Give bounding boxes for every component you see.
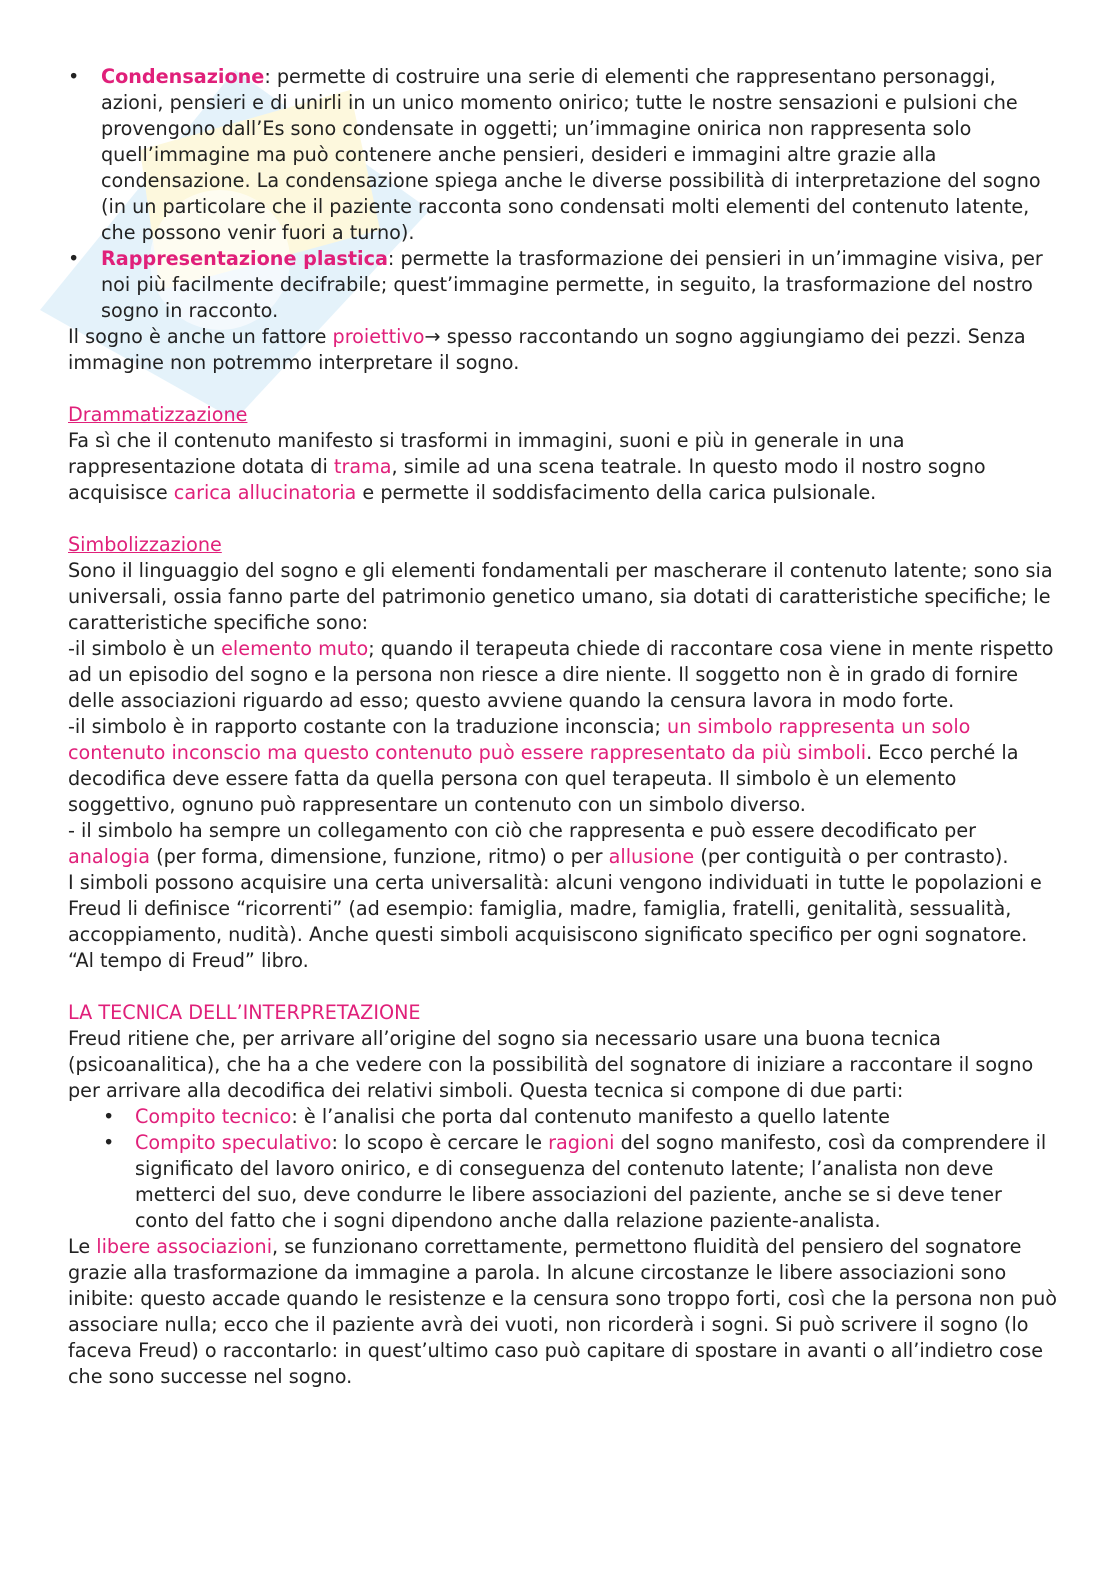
text-speculativo-2: del sogno manifesto, così da comprendere il significato del lavoro onirico, e di conseguenza del contenuto latente; l’analista non deve metterci del suo, deve condurre le libere associazioni del paziente, anche se si deve tener conto del fatto che i sogni dipendono anche dalla relazione paziente-analista. bbox=[135, 1131, 1047, 1232]
paragraph-simb-intro: Sono il linguaggio del sogno e gli elementi fondamentali per mascherare il contenuto latente; sono sia universali, ossia fanno parte del patrimonio genetico umano, sia dotati di caratteristiche specifiche; le caratteristiche specifiche sono: bbox=[68, 559, 1053, 634]
dramm-h2: carica allucinatoria bbox=[173, 481, 357, 504]
simb-p1-b: ; quando il terapeuta chiede di raccontare cosa viene in mente rispetto ad un episodio del sogno e la persona non riesce a dire niente. Il soggetto non è in grado di fornire delle associazioni riguardo ad esso; questo avviene quando la censura lavora in modo forte. bbox=[68, 637, 1054, 712]
tecnica-bullet-list bbox=[68, 1104, 1058, 1234]
heading-drammatizzazione: Drammatizzazione bbox=[68, 403, 248, 426]
proiettivo-highlight: proiettivo bbox=[332, 325, 425, 348]
list-item-condensazione bbox=[68, 64, 1058, 246]
proiettivo-post: → spesso raccontando un sogno aggiungiamo dei pezzi. Senza immagine non potremmo interpretare il sogno. bbox=[68, 325, 1026, 374]
text-speculativo-1: : lo scopo è cercare le bbox=[331, 1131, 549, 1154]
paragraph-tecnica-intro: Freud ritiene che, per arrivare all’origine del sogno sia necessario usare una buona tecnica (psicoanalitica), che ha a che vedere con la possibilità del sognatore di iniziare a raccontare il sogno per arrivare alla decodifica dei relativi simboli. Questa tecnica si compone di due parti: bbox=[68, 1027, 1034, 1102]
simb-p3-b: (per forma, dimensione, funzione, ritmo) o per bbox=[150, 845, 609, 868]
term-compito-tecnico: Compito tecnico bbox=[135, 1105, 292, 1128]
simb-p2-b: . Ecco perché la decodifica deve essere fatta da quella persona con quel terapeuta. Il simbolo è un elemento soggettivo, ognuno può rappresentare un contenuto con un simbolo diverso. bbox=[68, 741, 1019, 816]
simb-p3-h1: analogia bbox=[68, 845, 151, 868]
list-item-rappresentazione-plastica bbox=[68, 246, 1058, 324]
term-rappresentazione-plastica: Rappresentazione plastica bbox=[101, 247, 388, 270]
paragraph-simb-2 bbox=[68, 714, 1058, 818]
list-item-compito-tecnico bbox=[68, 1104, 1058, 1130]
text-condensazione: : permette di costruire una serie di elementi che rappresentano personaggi, azioni, pensieri e di unirli in un unico momento onirico; tutte le nostre sensazioni e pulsioni che provengono dall’Es sono condensate in oggetti; un’immagine onirica non rappresenta solo quell’immagine ma può contenere anche pensieri, desideri e immagini altre grazie alla condensazione. La condensazione spiega anche le diverse possibilità di interpretazione del sogno (in un particolare che il paziente racconta sono condensati molti elementi del contenuto latente, che possono venir fuori a turno). bbox=[101, 65, 1041, 244]
simb-p2-h: un simbolo rappresenta un solo contenuto inconscio ma questo contenuto può essere rappresentato da più simboli bbox=[68, 715, 971, 764]
simb-p1-a: -il simbolo è un bbox=[68, 637, 222, 660]
simb-p3-a: - il simbolo ha sempre un collegamento con ciò che rappresenta e può essere decodificato per bbox=[68, 819, 977, 842]
paragraph-drammatizzazione bbox=[68, 428, 1058, 506]
paragraph-simb-3 bbox=[68, 818, 1058, 870]
simb-p3-h2: allusione bbox=[608, 845, 695, 868]
term-ragioni: ragioni bbox=[548, 1131, 615, 1154]
dramm-h1: trama bbox=[333, 455, 392, 478]
simb-p3-c: (per contiguità o per contrasto). bbox=[694, 845, 1009, 868]
top-bullet-list bbox=[68, 64, 1058, 324]
term-libere-associazioni: libere associazioni bbox=[96, 1235, 273, 1258]
dramm-t2: , simile ad una scena teatrale. In questo modo il nostro sogno acquisisce bbox=[68, 455, 986, 504]
dramm-t3: e permette il soddisfacimento della carica pulsionale. bbox=[356, 481, 877, 504]
simb-p2-a: -il simbolo è in rapporto costante con la traduzione inconscia; bbox=[68, 715, 668, 738]
last-b: , se funzionano correttamente, permettono fluidità del pensiero del sognatore grazie alla trasformazione da immagine a parola. In alcune circostanze le libere associazioni sono inibite: questo accade quando le resistenze e la censura sono troppo forti, così che la persona non può associare nulla; ecco che il paziente avrà dei vuoti, non ricorderà i sogni. Si può scrivere il sogno (lo faceva Freud) o raccontarlo: in quest’ultimo caso può capitare di spostare in avanti o all’indietro cose che sono successe nel sogno. bbox=[68, 1235, 1057, 1388]
text-compito-tecnico: : è l’analisi che porta dal contenuto manifesto a quello latente bbox=[291, 1105, 890, 1128]
document-page bbox=[68, 64, 1058, 1390]
heading-simbolizzazione: Simbolizzazione bbox=[68, 533, 222, 556]
term-condensazione: Condensazione bbox=[101, 65, 265, 88]
text-rappresentazione-plastica: : permette la trasformazione dei pensieri in un’immagine visiva, per noi più facilmente decifrabile; quest’immagine permette, in seguito, la trasformazione del nostro sogno in racconto. bbox=[101, 247, 1043, 322]
term-compito-speculativo: Compito speculativo bbox=[135, 1131, 332, 1154]
paragraph-simb-4: I simboli possono acquisire una certa universalità: alcuni vengono individuati in tutte le popolazioni e Freud li definisce “ricorrenti” (ad esempio: famiglia, madre, famiglia, fratelli, genitalità, sessualità, accoppiamento, nudità). Anche questi simboli acquisiscono significato specifico per ogni sognatore. “Al tempo di Freud” libro. bbox=[68, 871, 1042, 972]
simb-p1-h: elemento muto bbox=[221, 637, 369, 660]
last-a: Le bbox=[68, 1235, 97, 1258]
dramm-t1: Fa sì che il contenuto manifesto si trasformi in immagini, suoni e più in generale in una rappresentazione dotata di bbox=[68, 429, 905, 478]
paragraph-libere-associazioni bbox=[68, 1234, 1058, 1390]
proiettivo-pre: Il sogno è anche un fattore bbox=[68, 325, 333, 348]
heading-tecnica: LA TECNICA DELL’INTERPRETAZIONE bbox=[68, 1001, 421, 1024]
list-item-compito-speculativo bbox=[68, 1130, 1058, 1234]
paragraph-proiettivo bbox=[68, 324, 1058, 376]
paragraph-simb-1 bbox=[68, 636, 1058, 714]
